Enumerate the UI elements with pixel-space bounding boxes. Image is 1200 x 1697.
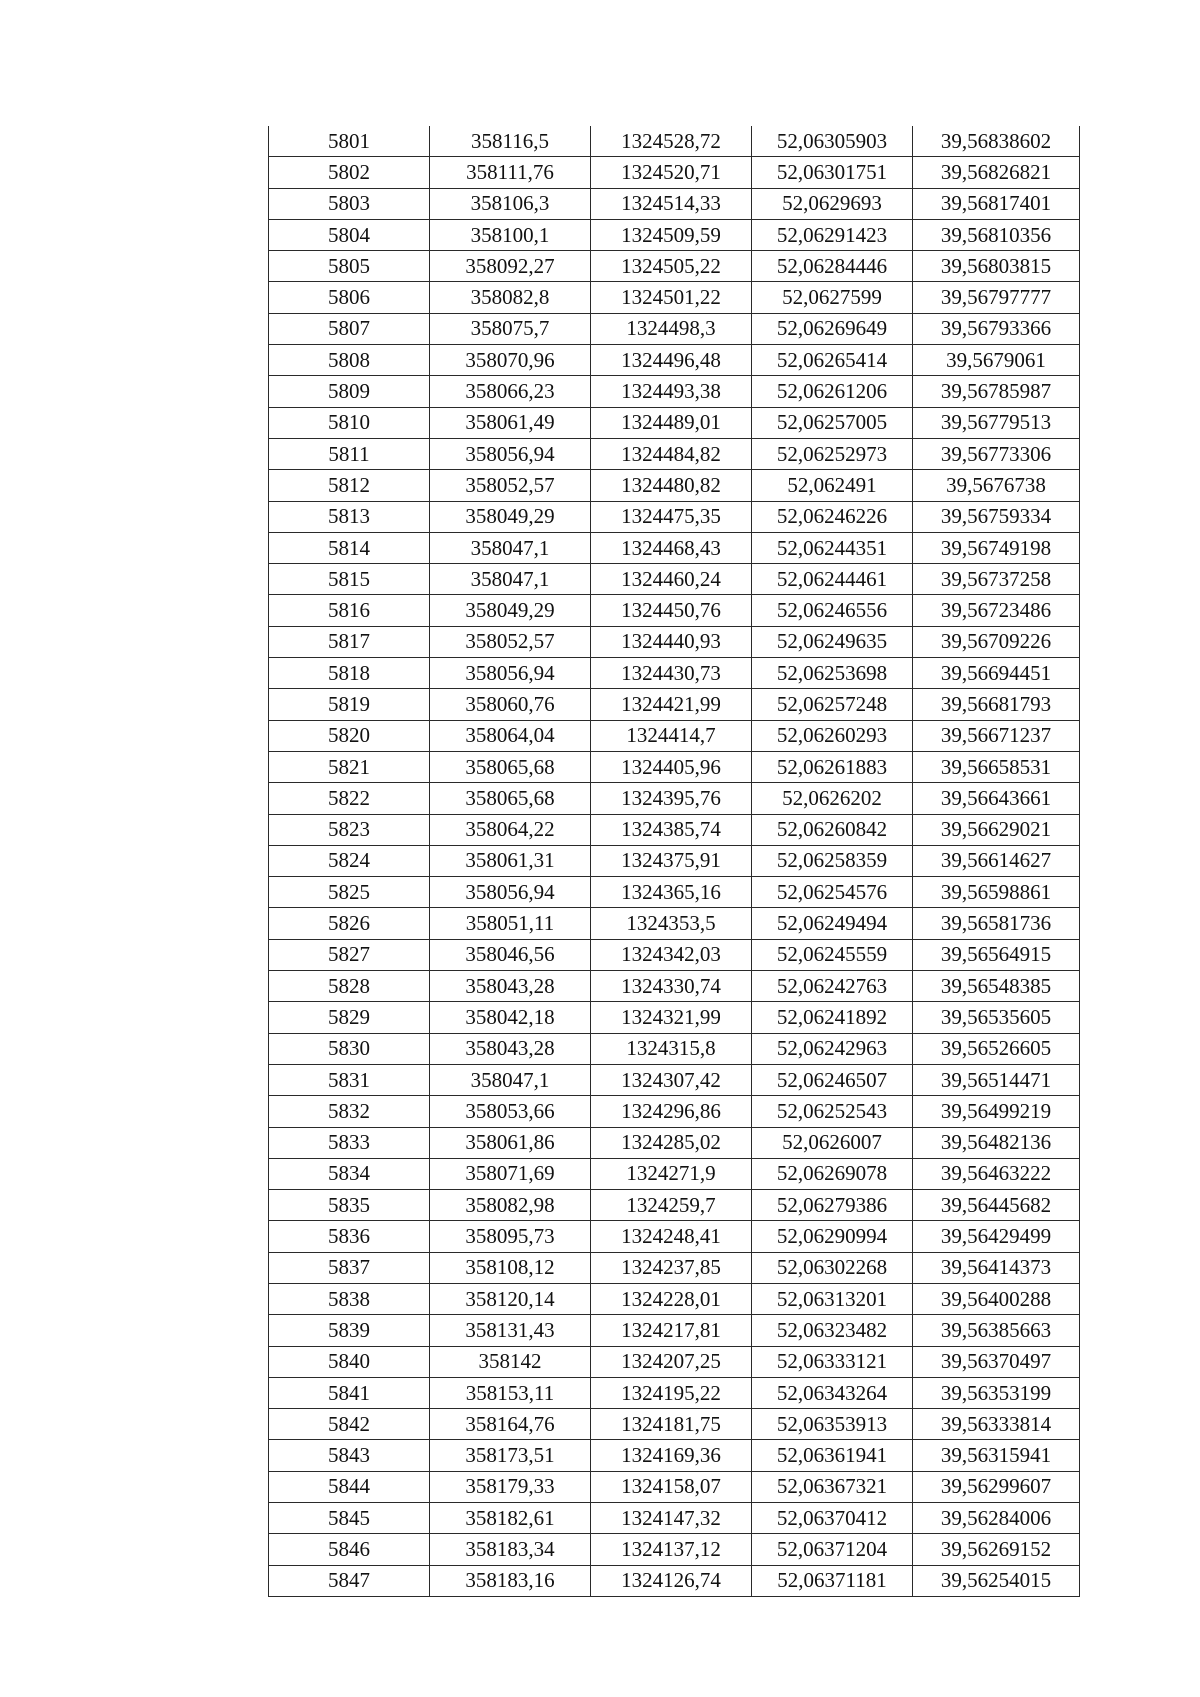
longitude-cell: 39,56723486 <box>913 595 1080 626</box>
table-row <box>269 845 1080 876</box>
y-coordinate-cell: 1324259,7 <box>591 1190 752 1221</box>
point-number-cell: 5807 <box>269 313 430 344</box>
table-row <box>269 1315 1080 1346</box>
table-row <box>269 720 1080 751</box>
point-number-cell: 5838 <box>269 1283 430 1314</box>
latitude-cell: 52,06252973 <box>752 438 913 469</box>
longitude-cell: 39,56737258 <box>913 564 1080 595</box>
y-coordinate-cell: 1324528,72 <box>591 126 752 157</box>
y-coordinate-cell: 1324285,02 <box>591 1127 752 1158</box>
longitude-cell: 39,56779513 <box>913 407 1080 438</box>
x-coordinate-cell: 358153,11 <box>430 1377 591 1408</box>
point-number-cell: 5818 <box>269 658 430 689</box>
x-coordinate-cell: 358051,11 <box>430 908 591 939</box>
x-coordinate-cell: 358066,23 <box>430 376 591 407</box>
x-coordinate-cell: 358082,8 <box>430 282 591 313</box>
longitude-cell: 39,56581736 <box>913 908 1080 939</box>
table-row <box>269 345 1080 376</box>
x-coordinate-cell: 358056,94 <box>430 877 591 908</box>
x-coordinate-cell: 358052,57 <box>430 626 591 657</box>
point-number-cell: 5831 <box>269 1064 430 1095</box>
longitude-cell: 39,56254015 <box>913 1565 1080 1596</box>
x-coordinate-cell: 358056,94 <box>430 438 591 469</box>
latitude-cell: 52,06361941 <box>752 1440 913 1471</box>
table-row <box>269 814 1080 845</box>
longitude-cell: 39,56810356 <box>913 219 1080 250</box>
point-number-cell: 5832 <box>269 1096 430 1127</box>
point-number-cell: 5804 <box>269 219 430 250</box>
y-coordinate-cell: 1324480,82 <box>591 470 752 501</box>
table-row <box>269 939 1080 970</box>
table-row <box>269 1002 1080 1033</box>
x-coordinate-cell: 358183,16 <box>430 1565 591 1596</box>
y-coordinate-cell: 1324375,91 <box>591 845 752 876</box>
y-coordinate-cell: 1324460,24 <box>591 564 752 595</box>
table-row <box>269 1064 1080 1095</box>
latitude-cell: 52,06301751 <box>752 157 913 188</box>
x-coordinate-cell: 358142 <box>430 1346 591 1377</box>
y-coordinate-cell: 1324430,73 <box>591 658 752 689</box>
point-number-cell: 5803 <box>269 188 430 219</box>
longitude-cell: 39,56353199 <box>913 1377 1080 1408</box>
table-row <box>269 251 1080 282</box>
y-coordinate-cell: 1324271,9 <box>591 1158 752 1189</box>
latitude-cell: 52,06252543 <box>752 1096 913 1127</box>
x-coordinate-cell: 358071,69 <box>430 1158 591 1189</box>
y-coordinate-cell: 1324509,59 <box>591 219 752 250</box>
y-coordinate-cell: 1324365,16 <box>591 877 752 908</box>
point-number-cell: 5844 <box>269 1471 430 1502</box>
longitude-cell: 39,56817401 <box>913 188 1080 219</box>
latitude-cell: 52,06258359 <box>752 845 913 876</box>
table-row <box>269 1127 1080 1158</box>
latitude-cell: 52,0626202 <box>752 783 913 814</box>
latitude-cell: 52,06371204 <box>752 1534 913 1565</box>
point-number-cell: 5817 <box>269 626 430 657</box>
longitude-cell: 39,56482136 <box>913 1127 1080 1158</box>
x-coordinate-cell: 358183,34 <box>430 1534 591 1565</box>
latitude-cell: 52,06244461 <box>752 564 913 595</box>
table-row <box>269 1565 1080 1596</box>
latitude-cell: 52,06246226 <box>752 501 913 532</box>
y-coordinate-cell: 1324484,82 <box>591 438 752 469</box>
longitude-cell: 39,56548385 <box>913 971 1080 1002</box>
latitude-cell: 52,062491 <box>752 470 913 501</box>
longitude-cell: 39,56429499 <box>913 1221 1080 1252</box>
latitude-cell: 52,06313201 <box>752 1283 913 1314</box>
longitude-cell: 39,56759334 <box>913 501 1080 532</box>
x-coordinate-cell: 358075,7 <box>430 313 591 344</box>
longitude-cell: 39,56414373 <box>913 1252 1080 1283</box>
x-coordinate-cell: 358061,49 <box>430 407 591 438</box>
point-number-cell: 5820 <box>269 720 430 751</box>
longitude-cell: 39,56826821 <box>913 157 1080 188</box>
latitude-cell: 52,06242963 <box>752 1033 913 1064</box>
x-coordinate-cell: 358131,43 <box>430 1315 591 1346</box>
latitude-cell: 52,0626007 <box>752 1127 913 1158</box>
point-number-cell: 5808 <box>269 345 430 376</box>
y-coordinate-cell: 1324489,01 <box>591 407 752 438</box>
longitude-cell: 39,56643661 <box>913 783 1080 814</box>
latitude-cell: 52,06269078 <box>752 1158 913 1189</box>
point-number-cell: 5830 <box>269 1033 430 1064</box>
longitude-cell: 39,56269152 <box>913 1534 1080 1565</box>
y-coordinate-cell: 1324498,3 <box>591 313 752 344</box>
latitude-cell: 52,06244351 <box>752 532 913 563</box>
longitude-cell: 39,56284006 <box>913 1503 1080 1534</box>
x-coordinate-cell: 358092,27 <box>430 251 591 282</box>
y-coordinate-cell: 1324405,96 <box>591 751 752 782</box>
longitude-cell: 39,56749198 <box>913 532 1080 563</box>
y-coordinate-cell: 1324514,33 <box>591 188 752 219</box>
point-number-cell: 5836 <box>269 1221 430 1252</box>
y-coordinate-cell: 1324126,74 <box>591 1565 752 1596</box>
longitude-cell: 39,56803815 <box>913 251 1080 282</box>
y-coordinate-cell: 1324237,85 <box>591 1252 752 1283</box>
table-row <box>269 1346 1080 1377</box>
table-row <box>269 1096 1080 1127</box>
point-number-cell: 5827 <box>269 939 430 970</box>
y-coordinate-cell: 1324475,35 <box>591 501 752 532</box>
table-row <box>269 1283 1080 1314</box>
table-row <box>269 532 1080 563</box>
y-coordinate-cell: 1324342,03 <box>591 939 752 970</box>
point-number-cell: 5816 <box>269 595 430 626</box>
table-row <box>269 188 1080 219</box>
longitude-cell: 39,56385663 <box>913 1315 1080 1346</box>
y-coordinate-cell: 1324217,81 <box>591 1315 752 1346</box>
point-number-cell: 5806 <box>269 282 430 313</box>
x-coordinate-cell: 358043,28 <box>430 1033 591 1064</box>
x-coordinate-cell: 358111,76 <box>430 157 591 188</box>
latitude-cell: 52,06290994 <box>752 1221 913 1252</box>
x-coordinate-cell: 358173,51 <box>430 1440 591 1471</box>
point-number-cell: 5843 <box>269 1440 430 1471</box>
longitude-cell: 39,56681793 <box>913 689 1080 720</box>
latitude-cell: 52,06291423 <box>752 219 913 250</box>
point-number-cell: 5802 <box>269 157 430 188</box>
table-row <box>269 1190 1080 1221</box>
latitude-cell: 52,06246556 <box>752 595 913 626</box>
latitude-cell: 52,06370412 <box>752 1503 913 1534</box>
latitude-cell: 52,06302268 <box>752 1252 913 1283</box>
latitude-cell: 52,06254576 <box>752 877 913 908</box>
longitude-cell: 39,56709226 <box>913 626 1080 657</box>
y-coordinate-cell: 1324296,86 <box>591 1096 752 1127</box>
x-coordinate-cell: 358047,1 <box>430 532 591 563</box>
table-row <box>269 595 1080 626</box>
point-number-cell: 5847 <box>269 1565 430 1596</box>
point-number-cell: 5833 <box>269 1127 430 1158</box>
point-number-cell: 5805 <box>269 251 430 282</box>
point-number-cell: 5842 <box>269 1409 430 1440</box>
point-number-cell: 5810 <box>269 407 430 438</box>
longitude-cell: 39,56785987 <box>913 376 1080 407</box>
latitude-cell: 52,06261883 <box>752 751 913 782</box>
longitude-cell: 39,56499219 <box>913 1096 1080 1127</box>
y-coordinate-cell: 1324501,22 <box>591 282 752 313</box>
table-row <box>269 1221 1080 1252</box>
table-row <box>269 971 1080 1002</box>
longitude-cell: 39,56333814 <box>913 1409 1080 1440</box>
y-coordinate-cell: 1324450,76 <box>591 595 752 626</box>
table-row <box>269 407 1080 438</box>
table-row <box>269 282 1080 313</box>
latitude-cell: 52,06257248 <box>752 689 913 720</box>
y-coordinate-cell: 1324496,48 <box>591 345 752 376</box>
y-coordinate-cell: 1324330,74 <box>591 971 752 1002</box>
x-coordinate-cell: 358064,22 <box>430 814 591 845</box>
x-coordinate-cell: 358106,3 <box>430 188 591 219</box>
x-coordinate-cell: 358053,66 <box>430 1096 591 1127</box>
x-coordinate-cell: 358060,76 <box>430 689 591 720</box>
table-row <box>269 470 1080 501</box>
table-row <box>269 1534 1080 1565</box>
table-row <box>269 1503 1080 1534</box>
y-coordinate-cell: 1324307,42 <box>591 1064 752 1095</box>
latitude-cell: 52,0629693 <box>752 188 913 219</box>
y-coordinate-cell: 1324414,7 <box>591 720 752 751</box>
longitude-cell: 39,56370497 <box>913 1346 1080 1377</box>
table-row <box>269 1377 1080 1408</box>
x-coordinate-cell: 358064,04 <box>430 720 591 751</box>
table-row <box>269 908 1080 939</box>
longitude-cell: 39,56514471 <box>913 1064 1080 1095</box>
latitude-cell: 52,06260293 <box>752 720 913 751</box>
coordinates-table-body <box>269 126 1080 1596</box>
y-coordinate-cell: 1324315,8 <box>591 1033 752 1064</box>
point-number-cell: 5813 <box>269 501 430 532</box>
point-number-cell: 5814 <box>269 532 430 563</box>
longitude-cell: 39,56299607 <box>913 1471 1080 1502</box>
point-number-cell: 5834 <box>269 1158 430 1189</box>
point-number-cell: 5828 <box>269 971 430 1002</box>
table-row <box>269 157 1080 188</box>
y-coordinate-cell: 1324353,5 <box>591 908 752 939</box>
point-number-cell: 5815 <box>269 564 430 595</box>
table-row <box>269 1440 1080 1471</box>
y-coordinate-cell: 1324169,36 <box>591 1440 752 1471</box>
latitude-cell: 52,06305903 <box>752 126 913 157</box>
point-number-cell: 5845 <box>269 1503 430 1534</box>
y-coordinate-cell: 1324493,38 <box>591 376 752 407</box>
table-row <box>269 564 1080 595</box>
x-coordinate-cell: 358164,76 <box>430 1409 591 1440</box>
longitude-cell: 39,56838602 <box>913 126 1080 157</box>
y-coordinate-cell: 1324147,32 <box>591 1503 752 1534</box>
y-coordinate-cell: 1324395,76 <box>591 783 752 814</box>
latitude-cell: 52,06371181 <box>752 1565 913 1596</box>
table-row <box>269 438 1080 469</box>
table-row <box>269 219 1080 250</box>
point-number-cell: 5819 <box>269 689 430 720</box>
point-number-cell: 5809 <box>269 376 430 407</box>
x-coordinate-cell: 358061,86 <box>430 1127 591 1158</box>
point-number-cell: 5812 <box>269 470 430 501</box>
coordinates-table <box>268 126 1080 1597</box>
longitude-cell: 39,56793366 <box>913 313 1080 344</box>
longitude-cell: 39,5679061 <box>913 345 1080 376</box>
y-coordinate-cell: 1324385,74 <box>591 814 752 845</box>
y-coordinate-cell: 1324440,93 <box>591 626 752 657</box>
longitude-cell: 39,56526605 <box>913 1033 1080 1064</box>
point-number-cell: 5837 <box>269 1252 430 1283</box>
x-coordinate-cell: 358052,57 <box>430 470 591 501</box>
x-coordinate-cell: 358108,12 <box>430 1252 591 1283</box>
longitude-cell: 39,56671237 <box>913 720 1080 751</box>
latitude-cell: 52,06245559 <box>752 939 913 970</box>
point-number-cell: 5835 <box>269 1190 430 1221</box>
latitude-cell: 52,06265414 <box>752 345 913 376</box>
table-row <box>269 658 1080 689</box>
longitude-cell: 39,56797777 <box>913 282 1080 313</box>
latitude-cell: 52,06279386 <box>752 1190 913 1221</box>
point-number-cell: 5839 <box>269 1315 430 1346</box>
longitude-cell: 39,56598861 <box>913 877 1080 908</box>
table-row <box>269 1033 1080 1064</box>
table-row <box>269 1471 1080 1502</box>
longitude-cell: 39,56445682 <box>913 1190 1080 1221</box>
latitude-cell: 52,06241892 <box>752 1002 913 1033</box>
y-coordinate-cell: 1324158,07 <box>591 1471 752 1502</box>
table-row <box>269 877 1080 908</box>
latitude-cell: 52,06253698 <box>752 658 913 689</box>
longitude-cell: 39,5676738 <box>913 470 1080 501</box>
table-row <box>269 1158 1080 1189</box>
longitude-cell: 39,56564915 <box>913 939 1080 970</box>
longitude-cell: 39,56400288 <box>913 1283 1080 1314</box>
x-coordinate-cell: 358082,98 <box>430 1190 591 1221</box>
latitude-cell: 52,06246507 <box>752 1064 913 1095</box>
x-coordinate-cell: 358095,73 <box>430 1221 591 1252</box>
y-coordinate-cell: 1324195,22 <box>591 1377 752 1408</box>
table-row <box>269 376 1080 407</box>
latitude-cell: 52,06284446 <box>752 251 913 282</box>
point-number-cell: 5826 <box>269 908 430 939</box>
x-coordinate-cell: 358116,5 <box>430 126 591 157</box>
point-number-cell: 5801 <box>269 126 430 157</box>
latitude-cell: 52,06249494 <box>752 908 913 939</box>
y-coordinate-cell: 1324520,71 <box>591 157 752 188</box>
point-number-cell: 5846 <box>269 1534 430 1565</box>
y-coordinate-cell: 1324321,99 <box>591 1002 752 1033</box>
latitude-cell: 52,06367321 <box>752 1471 913 1502</box>
longitude-cell: 39,56658531 <box>913 751 1080 782</box>
y-coordinate-cell: 1324248,41 <box>591 1221 752 1252</box>
table-row <box>269 1252 1080 1283</box>
longitude-cell: 39,56614627 <box>913 845 1080 876</box>
table-row <box>269 689 1080 720</box>
y-coordinate-cell: 1324468,43 <box>591 532 752 563</box>
x-coordinate-cell: 358049,29 <box>430 501 591 532</box>
x-coordinate-cell: 358182,61 <box>430 1503 591 1534</box>
point-number-cell: 5841 <box>269 1377 430 1408</box>
x-coordinate-cell: 358070,96 <box>430 345 591 376</box>
x-coordinate-cell: 358047,1 <box>430 1064 591 1095</box>
x-coordinate-cell: 358046,56 <box>430 939 591 970</box>
x-coordinate-cell: 358056,94 <box>430 658 591 689</box>
latitude-cell: 52,06260842 <box>752 814 913 845</box>
y-coordinate-cell: 1324207,25 <box>591 1346 752 1377</box>
latitude-cell: 52,06353913 <box>752 1409 913 1440</box>
point-number-cell: 5829 <box>269 1002 430 1033</box>
table-row <box>269 1409 1080 1440</box>
y-coordinate-cell: 1324181,75 <box>591 1409 752 1440</box>
point-number-cell: 5825 <box>269 877 430 908</box>
point-number-cell: 5823 <box>269 814 430 845</box>
y-coordinate-cell: 1324421,99 <box>591 689 752 720</box>
point-number-cell: 5822 <box>269 783 430 814</box>
x-coordinate-cell: 358049,29 <box>430 595 591 626</box>
point-number-cell: 5824 <box>269 845 430 876</box>
x-coordinate-cell: 358065,68 <box>430 751 591 782</box>
latitude-cell: 52,06242763 <box>752 971 913 1002</box>
table-row <box>269 501 1080 532</box>
table-row <box>269 751 1080 782</box>
point-number-cell: 5811 <box>269 438 430 469</box>
table-row <box>269 313 1080 344</box>
x-coordinate-cell: 358061,31 <box>430 845 591 876</box>
longitude-cell: 39,56315941 <box>913 1440 1080 1471</box>
longitude-cell: 39,56773306 <box>913 438 1080 469</box>
x-coordinate-cell: 358065,68 <box>430 783 591 814</box>
x-coordinate-cell: 358043,28 <box>430 971 591 1002</box>
x-coordinate-cell: 358179,33 <box>430 1471 591 1502</box>
x-coordinate-cell: 358047,1 <box>430 564 591 595</box>
table-row <box>269 783 1080 814</box>
longitude-cell: 39,56694451 <box>913 658 1080 689</box>
latitude-cell: 52,06261206 <box>752 376 913 407</box>
point-number-cell: 5821 <box>269 751 430 782</box>
latitude-cell: 52,06333121 <box>752 1346 913 1377</box>
latitude-cell: 52,0627599 <box>752 282 913 313</box>
table-row <box>269 626 1080 657</box>
x-coordinate-cell: 358120,14 <box>430 1283 591 1314</box>
longitude-cell: 39,56629021 <box>913 814 1080 845</box>
latitude-cell: 52,06257005 <box>752 407 913 438</box>
latitude-cell: 52,06249635 <box>752 626 913 657</box>
x-coordinate-cell: 358042,18 <box>430 1002 591 1033</box>
longitude-cell: 39,56463222 <box>913 1158 1080 1189</box>
longitude-cell: 39,56535605 <box>913 1002 1080 1033</box>
y-coordinate-cell: 1324505,22 <box>591 251 752 282</box>
latitude-cell: 52,06343264 <box>752 1377 913 1408</box>
latitude-cell: 52,06323482 <box>752 1315 913 1346</box>
y-coordinate-cell: 1324137,12 <box>591 1534 752 1565</box>
y-coordinate-cell: 1324228,01 <box>591 1283 752 1314</box>
x-coordinate-cell: 358100,1 <box>430 219 591 250</box>
table-row <box>269 126 1080 157</box>
point-number-cell: 5840 <box>269 1346 430 1377</box>
latitude-cell: 52,06269649 <box>752 313 913 344</box>
